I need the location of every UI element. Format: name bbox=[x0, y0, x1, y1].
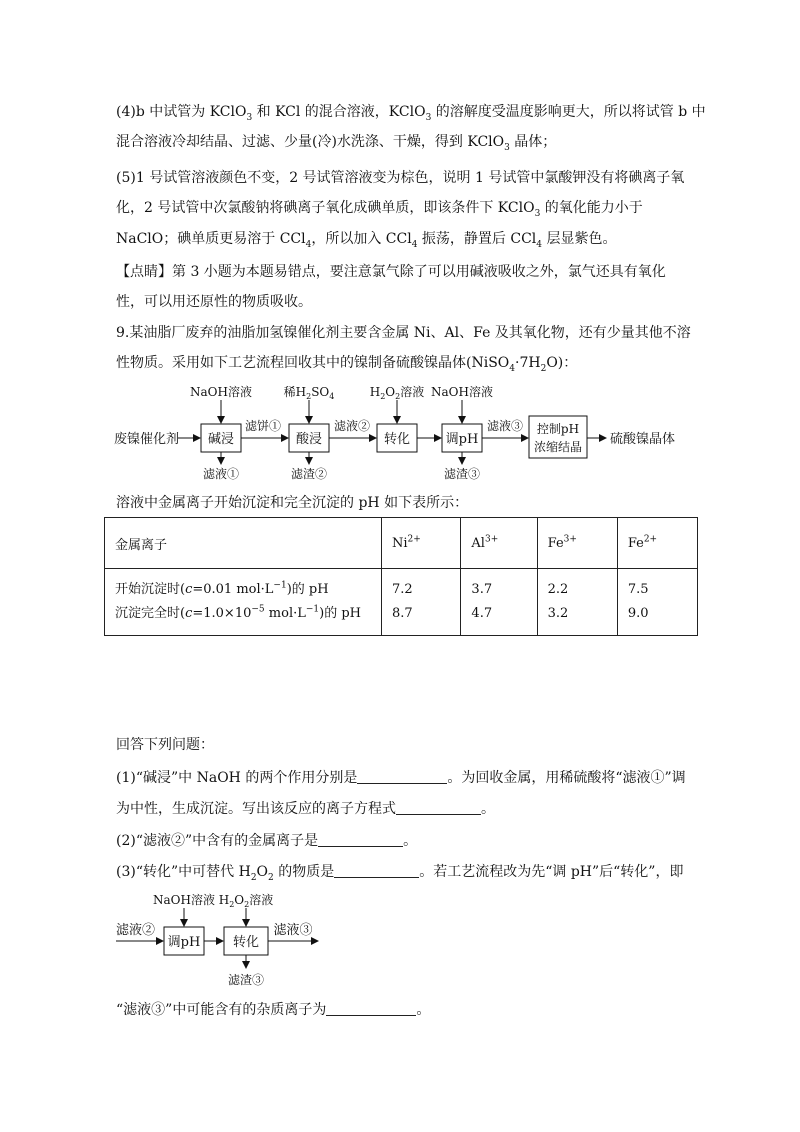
box-control-ph-label: 控制pH bbox=[536, 422, 580, 436]
flow-input-label: 废镍催化剂 bbox=[114, 432, 180, 447]
table-intro: 溶液中金属离子开始沉淀和完全沉淀的 pH 如下表所示： bbox=[116, 495, 469, 511]
p5-line1: (5)1 号试管溶液颜色不变，2 号试管溶液变为棕色，说明 1 号试管中氯酸钾没有将碘离子氧 bbox=[116, 170, 685, 186]
arrow-filtrate2-label: 滤液② bbox=[333, 419, 371, 433]
q3-line1: (3)“转化”中可替代 $H_2O_2$ 的物质是 。若工艺流程改为先“调 pH”后“转化”，即 bbox=[116, 864, 684, 883]
bot-residue3-label: 滤渣③ bbox=[443, 467, 481, 481]
q1-line1: (1)“碱浸”中 NaOH 的两个作用分别是 。为回收金属，用稀硫酸将“滤液①”调 bbox=[116, 770, 686, 786]
ph-table bbox=[104, 517, 698, 636]
q9-line2: 性物质。采用如下工艺流程回收其中的镍制备硫酸镍晶体$(NiSO_4\cdot 7H_2O)$： bbox=[116, 355, 578, 374]
note-line2: 性，可以用还原性的物质吸收。 bbox=[116, 294, 312, 310]
label-start-precip: 开始沉淀时(c=0.01 $mol\cdot L^{-1}$)的 pH bbox=[115, 580, 329, 597]
header-ion-3: $Fe^{3+}$ bbox=[537, 518, 617, 569]
flow2-box-adjust-ph-label: 调pH bbox=[167, 935, 201, 950]
header-ion-4: $Fe^{2+}$ bbox=[617, 518, 697, 569]
p5-line2: 化，2 号试管中次氯酸钠将碘离子氧化成碘单质，即该条件下 KClO$_3$ 的氧化能力小于 bbox=[116, 200, 643, 219]
flow2-box-conversion-label: 转化 bbox=[232, 935, 260, 950]
top-h2o2-label: $H_2O_2$溶液 bbox=[369, 385, 425, 401]
table-data-row bbox=[105, 569, 698, 636]
q3-line2: “滤液③”中可能含有的杂质离子为 。 bbox=[116, 1002, 431, 1018]
alt-flow-diagram bbox=[0, 888, 800, 998]
box-adjust-ph-label: 调pH bbox=[445, 432, 479, 447]
header-ion-2: $Al^{3+}$ bbox=[461, 518, 537, 569]
box-alkali-leach-label: 碱浸 bbox=[207, 432, 235, 447]
p4-line2: 混合溶液冷却结晶、过滤、少量(冷)水洗涤、干燥，得到 KClO$_3$ 晶体； bbox=[116, 134, 557, 153]
q3-blank-1[interactable] bbox=[334, 863, 419, 878]
q2-blank[interactable] bbox=[318, 832, 403, 847]
label-complete-precip: 沉淀完全时($c=1.0\times 10^{-5}$ $mol\cdot L^{-1}$)的 pH bbox=[115, 604, 362, 621]
flow2-top-h2o2-label: $H_2O_2$溶液 bbox=[218, 893, 274, 909]
q3-blank-2[interactable] bbox=[326, 1001, 416, 1016]
q9-line1: 9.某油脂厂废弃的油脂加氢镍催化剂主要含金属 Ni、Al、Fe 及其氧化物，还有少量其他不溶 bbox=[116, 325, 691, 341]
cell-ion-1: 7.2 8.7 bbox=[382, 569, 461, 636]
flow2-top-naoh-label: NaOH溶液 bbox=[153, 893, 215, 907]
box-crystallize-label: 浓缩结晶 bbox=[533, 440, 583, 454]
answer-intro: 回答下列问题： bbox=[116, 737, 214, 753]
table-header-row bbox=[105, 518, 698, 569]
q1-blank-2[interactable] bbox=[396, 800, 481, 815]
cell-ion-4: 7.5 9.0 bbox=[617, 569, 697, 636]
header-ion-1: $Ni^{2+}$ bbox=[382, 518, 461, 569]
top-h2so4-label: 稀$H_2SO_4$ bbox=[283, 385, 335, 401]
top-naoh2-label: NaOH溶液 bbox=[431, 385, 493, 399]
process-flow-diagram bbox=[0, 380, 800, 490]
q1-blank-1[interactable] bbox=[357, 769, 447, 784]
flow2-bot-residue-label: 滤渣③ bbox=[227, 973, 265, 987]
cell-ion-3: 2.2 3.2 bbox=[537, 569, 617, 636]
box-conversion-label: 转化 bbox=[383, 432, 411, 447]
q1-line2: 为中性，生成沉淀。写出该反应的离子方程式 。 bbox=[116, 801, 495, 817]
p4-line1: (4)b 中试管为 KClO$_3$ 和 KCl 的混合溶液，KClO$_3$ 的溶解度受温度影响更大，所以将试管 b 中 bbox=[116, 104, 706, 123]
p5-line3: NaClO；碘单质更易溶于 CCl$_4$，所以加入 CCl$_4$ 振荡，静置后 CCl$_4$ 层显紫色。 bbox=[116, 231, 617, 250]
flow2-output-label: 滤液③ bbox=[273, 923, 313, 938]
top-naoh-label: NaOH溶液 bbox=[190, 385, 252, 399]
flow2-input-label: 滤液② bbox=[116, 923, 156, 938]
flow-output-label: 硫酸镍晶体 bbox=[610, 432, 676, 447]
bot-residue2-label: 滤渣② bbox=[290, 467, 328, 481]
row-labels bbox=[105, 569, 382, 636]
note-line1: 【点睛】第 3 小题为本题易错点，要注意氯气除了可以用碱液吸收之外，氯气还具有氧化 bbox=[116, 264, 666, 280]
cell-ion-2: 3.7 4.7 bbox=[461, 569, 537, 636]
arrow-filtercake1-label: 滤饼① bbox=[244, 419, 282, 433]
box-acid-leach-label: 酸浸 bbox=[295, 432, 323, 447]
q2-line: (2)“滤液②”中含有的金属离子是 。 bbox=[116, 833, 418, 849]
bot-filtrate1-label: 滤液① bbox=[202, 467, 240, 481]
header-metal-ion: 金属离子 bbox=[105, 518, 382, 569]
arrow-filtrate3-label: 滤液③ bbox=[486, 419, 524, 433]
